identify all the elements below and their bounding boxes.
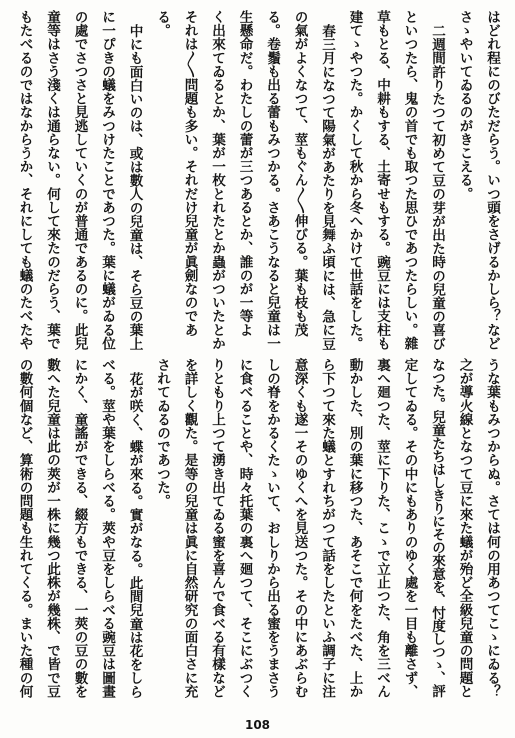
text-column: 童等はさう淺くは通らない。何して來たのだらう、葉で (44, 10, 60, 350)
text-column: 數へた兒童は此の莢が一株に幾つ此株が幾株、で皆で豆 (44, 358, 60, 698)
text-column: しの脊をかるくたゝいて、おしりから出る蜜をうまさう (264, 358, 280, 698)
text-column: 意深くも遂一そのゆくへを見送つた。その中にあぶらむ (291, 358, 308, 698)
text-column: の數何個など、算術の問題も生れてくる。まいた種の何 (16, 358, 33, 698)
text-column: 動かした、別の葉に移つた、あそこで何をたべた、上か (346, 358, 363, 698)
text-column: を詳しく觀た。是等の兒童は眞に自然研究の面白さに充 (181, 358, 198, 698)
text-column: の處でさつさと見逃していくのが普通であるのに。此兒 (71, 10, 88, 350)
bottom-tier (10, 358, 505, 698)
text-column: 二週間許りたつて初めて豆の芽が出た時の兒童の喜び (429, 23, 445, 350)
text-column: なつた。兒童たちはしきりにその來意を、忖度しつゝ、評 (429, 358, 445, 698)
text-column: にかく、童謠ができる、綴方もできる、一莢の豆の數を (71, 358, 88, 698)
text-column: の氣がよくなつて、莖もぐん〳〵伸びる。葉も枝も茂 (291, 10, 308, 337)
text-column: 生懸命だ。わたしの蕾が三つあるとか、誰のが一等よ (236, 10, 253, 337)
text-column: さゝやいてゐるのがきこえる。 (456, 10, 473, 201)
text-column: りともり上つて湧き出てゐる蜜を喜んで食べる有樣など (209, 358, 225, 698)
text-column: く出來てゐるとか、葉が一枚とれたとか蟲がついたとか (209, 10, 225, 350)
text-column: に食べることや、時々托葉の裏へ廻つて、そこにぶつく (236, 358, 253, 698)
text-column: 花が咲く、蝶が來る。實がなる。此間兒童は花をしら (126, 371, 143, 698)
text-column: 草もとる、中耕もする、土寄せもする。豌豆には支柱も (374, 10, 390, 350)
text-column: 之が導火線となつて豆に來た蟻が殆ど全級兒童の問題と (456, 358, 473, 698)
page-number: 108 (244, 718, 271, 732)
text-column: べる。莖や葉をしらべる。莢や豆をしらべる豌豆は圖畫 (99, 358, 115, 698)
text-column: る。卷鬚も出る蕾もみつかる。さあこうなると兒童は一 (264, 10, 280, 350)
text-column: 中にも面白いのは、或は數人の兒童は、そら豆の葉上 (126, 23, 143, 350)
text-column: 春三月になつて陽氣があたりを見舞ふ頃には、急に豆 (319, 23, 335, 350)
text-column: はどれ程にのびただらう。いつ頭をさげるかしら？など (484, 10, 500, 350)
text-column: されてゐるのであつた。 (154, 358, 170, 508)
text-column: といつたら、鬼の首でも取つた思ひであつたらしい。雜 (401, 10, 418, 350)
text-column: それは〳〵問題も多い。それだけ兒童が眞劍なのであ (181, 10, 198, 337)
top-tier (10, 10, 505, 350)
text-column: もたべるのではなからうか、それにしても蟻のたべたや (16, 10, 33, 350)
text-column: 建てゝやつた。かくして秋から冬へかけて世話をした。 (346, 10, 363, 350)
text-column: る。 (154, 10, 170, 38)
text-column: うな葉もみつからぬ。さては何の用あつてこゝにゐる？ (484, 358, 500, 698)
text-column: 裏へ廻つた、莖に下りた、こゝで立止つた、角を三べん (374, 358, 390, 698)
text-column: に一ぴきの蟻をみつけたことであつた。葉に蟻がゐる位 (99, 10, 115, 350)
text-column: ら下つて來た蟻とすれちがつて話をしたといふ調子に注 (319, 358, 335, 698)
text-column: 定してゐる。その中にもありのゆく處を一目も離さず、 (401, 358, 418, 698)
